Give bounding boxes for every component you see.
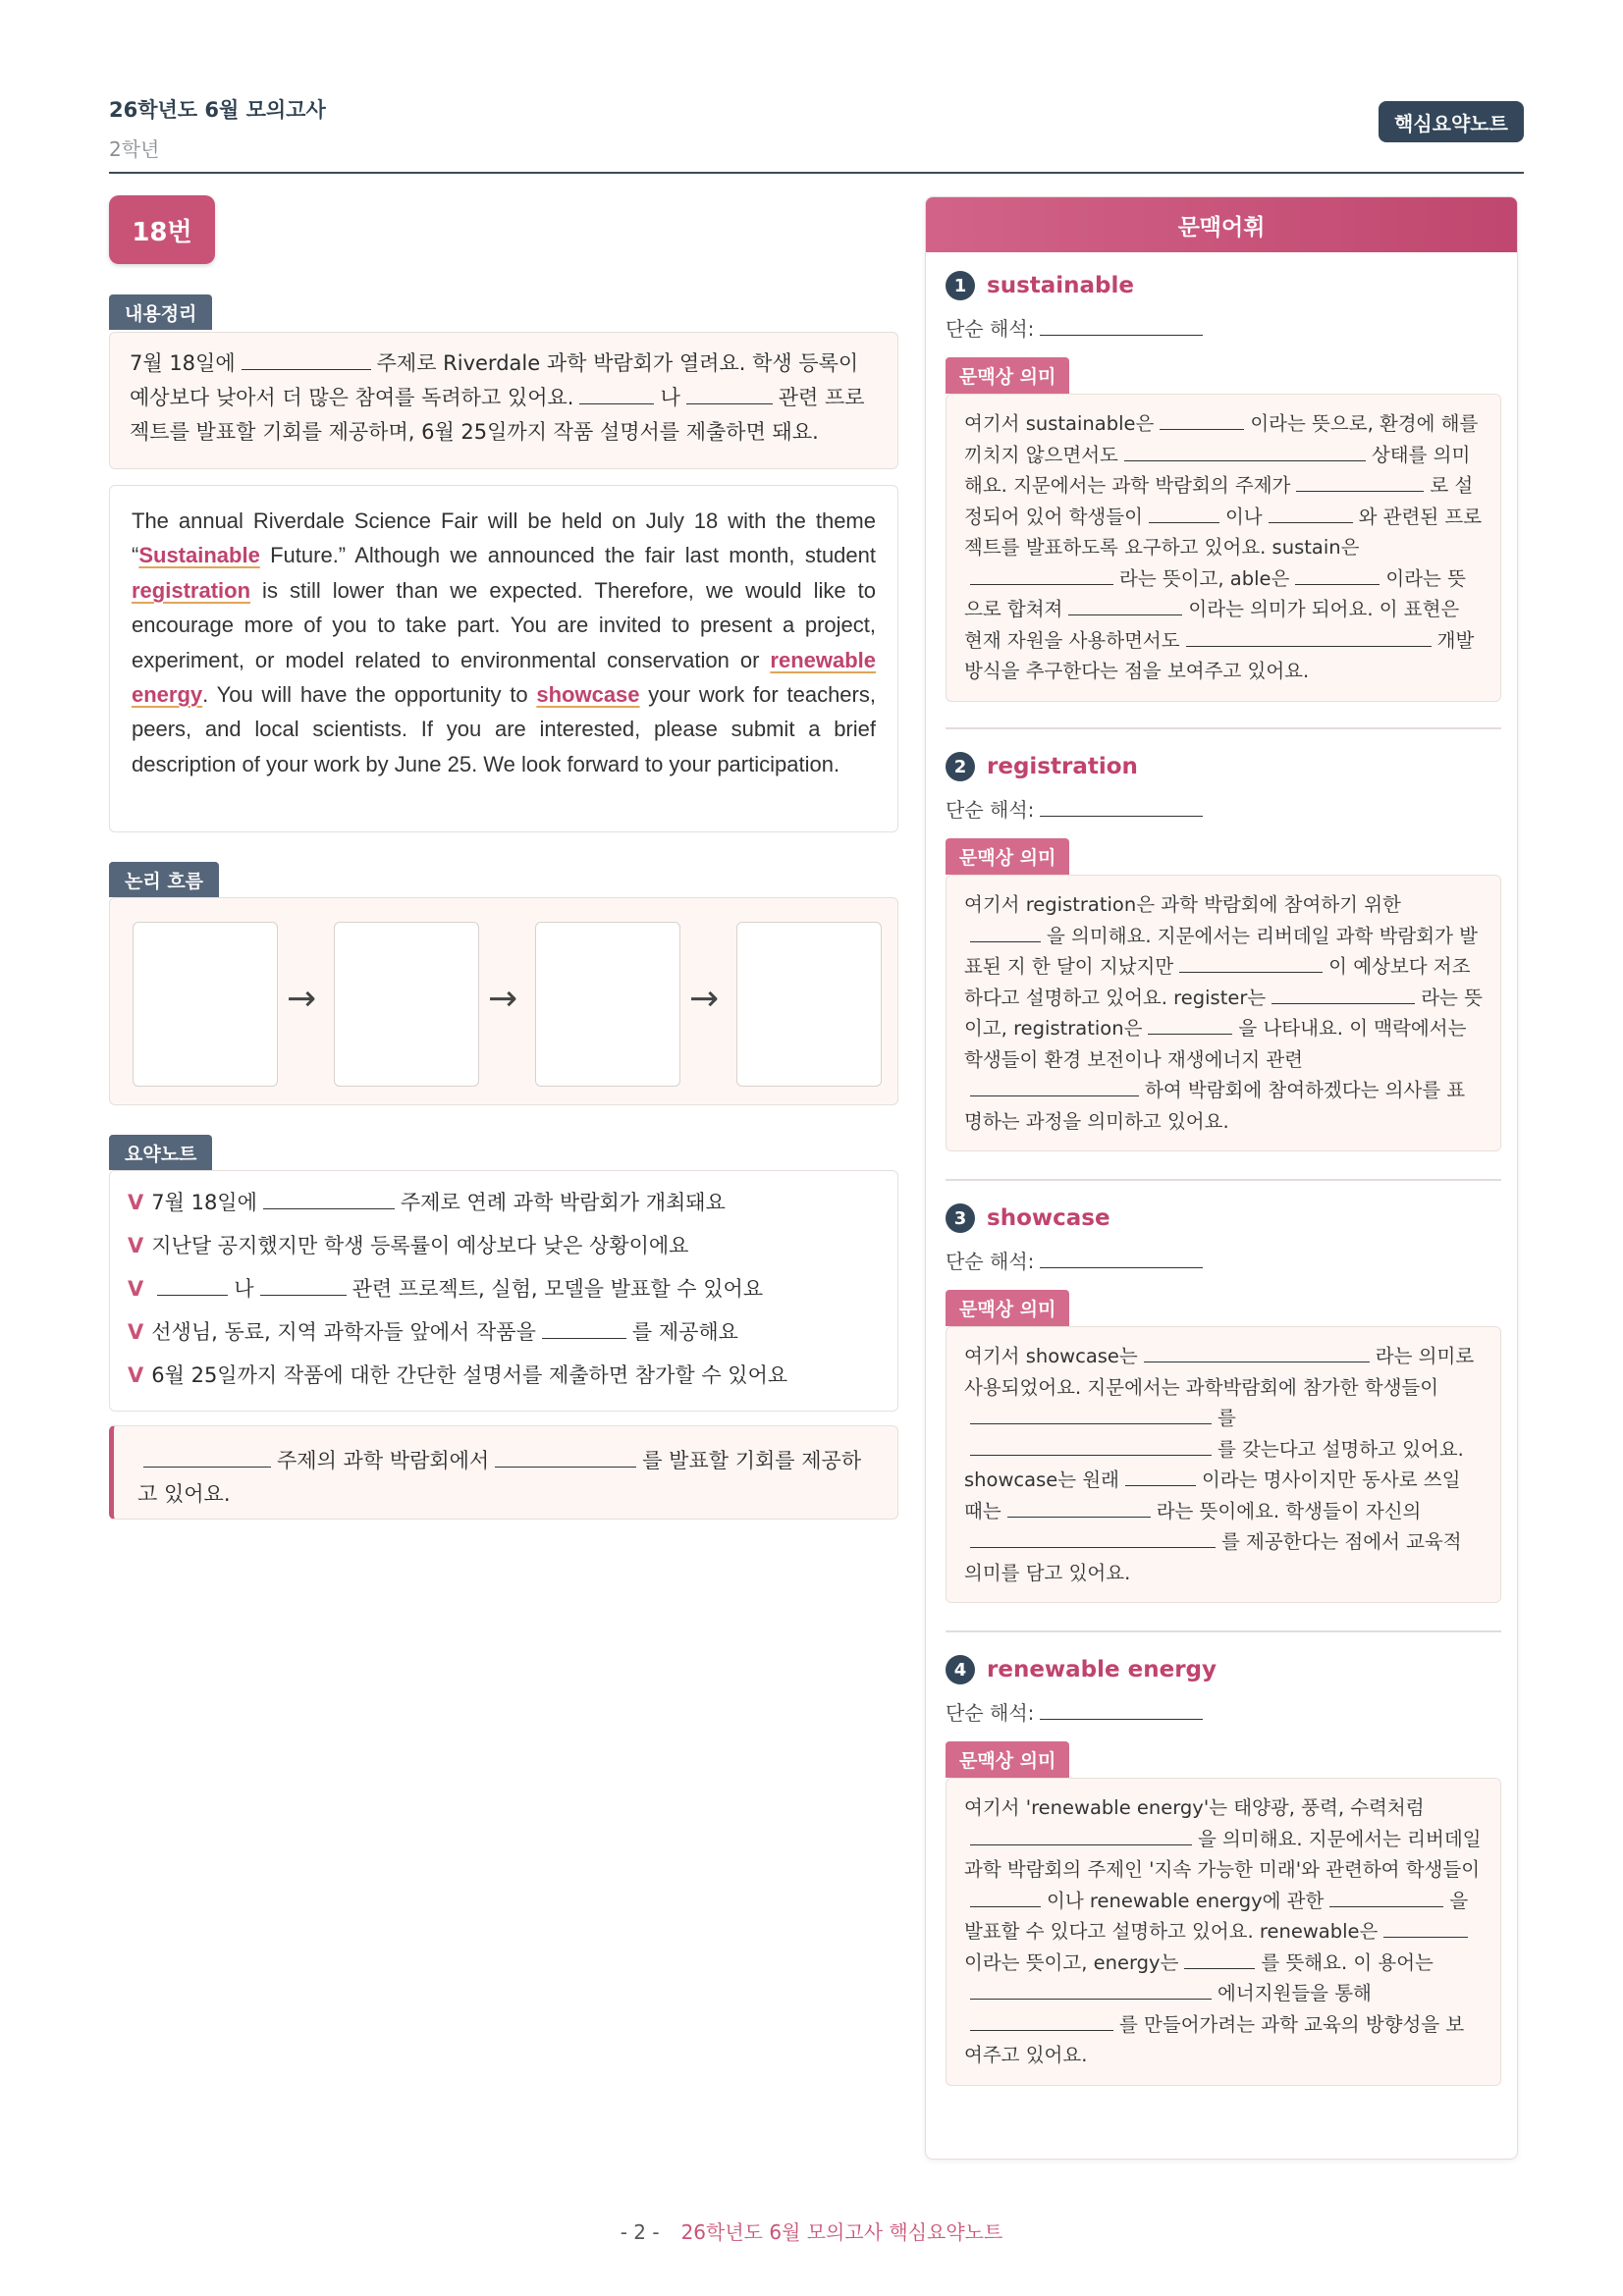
note-text: 선생님, 동료, 지역 과학자들 앞에서 작품을 [151,1320,536,1344]
check-mark-icon: V [128,1191,144,1214]
simple-label: 단순 해석: [946,798,1035,822]
simple-translation-blank[interactable] [1040,1698,1203,1720]
context-meaning-box: 여기서 sustainable은 이라는 뜻으로, 환경에 해를 끼치지 않으면서도 상태를 의미해요. 지문에서는 과학 박람회의 주제가 로 설정되어 있어 학생들이 이나 와 관련된 프로젝트를 발표하도록 요구하고 있어요. sustain은라는 뜻이고, able은 이라는 뜻으로 합쳐져 이라는 의미가 되어요. 이 표현은 현재 자원을 사용하면서도 개발 방식을 추구한다는 점을 보여주고 있어요. [946,394,1501,702]
note-blank[interactable] [263,1187,395,1209]
conclusion-blank-1[interactable] [143,1445,271,1468]
meaning-blank[interactable] [1144,1342,1370,1362]
flow-step-4[interactable] [736,922,882,1087]
vocab-number: 2 [946,752,975,781]
vocab-title [946,1652,1501,1687]
meaning-blank[interactable] [970,1824,1192,1844]
meaning-blank[interactable] [1160,409,1244,430]
vocab-divider [946,727,1501,729]
meaning-blank[interactable] [1269,502,1353,522]
meaning-blank[interactable] [1148,1014,1232,1035]
note-text: 를 제공해요 [631,1320,738,1344]
vocab-title [946,749,1501,784]
context-vocab-panel [925,196,1518,2160]
passage-text-1: The annual Riverdale Science Fair will be held on July 18 with the theme “ [132,508,876,568]
meaning-blank[interactable] [970,1434,1212,1455]
context-meaning-tag: 문맥상 의미 [946,838,1069,875]
meaning-blank[interactable] [1184,1948,1255,1968]
context-meaning-tag: 문맥상 의미 [946,1741,1069,1778]
context-meaning-box: 여기서 registration은 과학 박람회에 참여하기 위한을 의미해요. 지문에서는 리버데일 과학 박람회가 발표된 지 한 달이 지났지만 이 예상보다 저조하다고 설명하고 있어요. register는 라는 뜻이고, registration은 을 나타내요. 이 맥락에서는 학생들이 환경 보전이나 재생에너지 관련하여 박람회에 참여하겠다는 의사를 표명하는 과정을 의미하고 있어요. [946,875,1501,1151]
simple-label: 단순 해석: [946,317,1035,341]
simple-translation [946,313,1501,342]
question-number-badge: 18번 [109,195,215,264]
meaning-blank[interactable] [970,921,1041,941]
page-footer [0,2216,1623,2245]
flow-step-3[interactable] [535,922,680,1087]
vocab-divider [946,1630,1501,1632]
vocab-number: 1 [946,271,975,300]
summary-tag: 내용정리 [109,294,212,330]
passage-text-4: . You will have the opportunity to [202,682,537,708]
summary-text-1: 7월 18일에 [130,351,236,375]
keyword-showcase: showcase [536,682,640,708]
vocab-divider [946,1179,1501,1181]
flow-arrow-icon: → [689,979,720,1019]
note-text: 나 [234,1277,254,1301]
vocab-item-registration [946,749,1501,1151]
context-meaning-box: 여기서 showcase는 라는 의미로 사용되었어요. 지문에서는 과학박람회에 참가한 학생들이를를 갖는다고 설명하고 있어요. showcase는 원래 이라는 명사이지만 동사로 쓰일 때는 라는 뜻이에요. 학생들이 자신의를 제공한다는 점에서 교육적 의미를 담고 있어요. [946,1326,1501,1603]
meaning-blank[interactable] [1296,471,1424,492]
vocab-panel-header: 문맥어휘 [926,197,1517,252]
simple-translation-blank[interactable] [1040,795,1203,817]
meaning-blank[interactable] [970,1527,1216,1548]
header-divider [109,172,1524,174]
meaning-blank[interactable] [1007,1496,1151,1517]
meaning-blank[interactable] [1149,502,1219,522]
simple-translation-blank[interactable] [1040,1247,1203,1268]
conclusion-blank-2[interactable] [495,1445,636,1468]
context-meaning-tag: 문맥상 의미 [946,1290,1069,1326]
meaning-blank[interactable] [970,563,1113,584]
summary-text-4: 관련 프로젝트를 발표할 기회를 제공하며, 6월 25일까지 작품 설명서를 제출하면 돼요. [130,386,865,444]
note-badge: 핵심요약노트 [1379,101,1524,142]
note-item [128,1267,880,1310]
exam-title: 26학년도 6월 모의고사 [109,98,326,122]
flow-step-1[interactable] [133,922,278,1087]
summary-notes-box [109,1170,898,1412]
note-item [128,1181,880,1224]
vocab-title [946,268,1501,303]
vocab-word: registration [987,754,1138,779]
summary-blank-2[interactable] [579,382,654,404]
note-blank[interactable] [260,1273,347,1296]
meaning-blank[interactable] [1329,1886,1443,1906]
note-text: 7월 18일에 [151,1191,257,1214]
flow-arrow-icon: → [488,979,518,1019]
meaning-blank[interactable] [1125,1466,1196,1486]
grade-label: 2학년 [109,137,160,161]
note-blank[interactable] [157,1273,228,1296]
vocab-number: 3 [946,1203,975,1233]
context-meaning-tag: 문맥상 의미 [946,357,1069,394]
meaning-blank[interactable] [1186,625,1432,646]
logic-flow-box [109,897,898,1105]
meaning-blank[interactable] [1383,1917,1468,1938]
meaning-blank[interactable] [1068,595,1182,615]
vocab-word: renewable energy [987,1657,1217,1682]
simple-translation [946,1246,1501,1274]
summary-box [109,332,898,469]
note-text: 지난달 공지했지만 학생 등록률이 예상보다 낮은 상황이에요 [151,1234,689,1257]
simple-translation [946,1697,1501,1726]
conclusion-text-2: 를 발표할 기회를 제공하고 있어요. [137,1449,862,1506]
meaning-blank[interactable] [1295,563,1380,584]
note-text: 6월 25일까지 작품에 대한 간단한 설명서를 제출하면 참가할 수 있어요 [151,1363,788,1387]
conclusion-text-1: 주제의 과학 박람회에서 [277,1449,490,1472]
flow-step-2[interactable] [334,922,479,1087]
keyword-sustainable: Sustainable [138,543,260,568]
vocab-item-showcase [946,1201,1501,1603]
meaning-blank[interactable] [1271,983,1415,1003]
simple-translation-blank[interactable] [1040,314,1203,336]
check-mark-icon: V [128,1363,144,1387]
passage-box [109,485,898,832]
meaning-blank[interactable] [970,1886,1041,1906]
vocab-number: 4 [946,1655,975,1684]
notes-tag: 요약노트 [109,1135,212,1170]
simple-label: 단순 해석: [946,1250,1035,1273]
conclusion-box [109,1425,898,1520]
check-mark-icon: V [128,1320,144,1344]
note-item [128,1354,880,1397]
summary-blank-3[interactable] [686,382,773,404]
note-item [128,1224,880,1267]
meaning-blank[interactable] [970,2009,1113,2030]
meaning-blank[interactable] [970,1076,1139,1096]
vocab-title [946,1201,1501,1236]
simple-translation [946,794,1501,823]
check-mark-icon: V [128,1234,144,1257]
note-blank[interactable] [542,1316,626,1339]
vocab-item-renewable-energy [946,1652,1501,2086]
summary-text-3: 나 [660,386,680,409]
meaning-blank[interactable] [970,1404,1212,1424]
footer-label: 26학년도 6월 모의고사 핵심요약노트 [680,2220,1003,2244]
meaning-blank[interactable] [1179,952,1323,973]
vocab-word: showcase [987,1205,1110,1231]
summary-blank-1[interactable] [242,347,371,370]
passage-text-2: Future.” Although we announced the fair last month, student [259,543,876,568]
check-mark-icon: V [128,1277,144,1301]
keyword-registration: registration [132,577,251,603]
note-text: 관련 프로젝트, 실험, 모델을 발표할 수 있어요 [352,1277,764,1301]
note-item [128,1310,880,1354]
logic-flow-tag: 논리 흐름 [109,862,219,897]
vocab-word: sustainable [987,273,1134,298]
passage-text-5: your work for teachers, peers, and local scientists. If you are interested, please submit a brief description of your work by June 25. We look forward to your participation. [132,682,876,776]
note-text: 주제로 연례 과학 박람회가 개최돼요 [400,1191,726,1214]
vocab-item-sustainable [946,268,1501,702]
simple-label: 단순 해석: [946,1701,1035,1725]
context-meaning-box: 여기서 'renewable energy'는 태양광, 풍력, 수력처럼을 의미해요. 지문에서는 리버데일 과학 박람회의 주제인 '지속 가능한 미래'와 관련하여 학생들이이나 renewable energy에 관한 을 발표할 수 있다고 설명하고 있어요. renewable은이라는 뜻이고, energy는 를 뜻해요. 이 용어는에너지원들을 통해를 만들어가려는 과학 교육의 방향성을 보여주고 있어요. [946,1778,1501,2086]
flow-arrow-icon: → [287,979,317,1019]
summary-text-2: 주제로 Riverdale 과학 박람회가 열려요. 학생 등록이 예상보다 낮아서 더 많은 참여를 독려하고 있어요. [130,351,859,409]
meaning-blank[interactable] [970,1979,1212,2000]
passage-text-3: is still lower than we expected. Therefore, we would like to encourage more of you to take part. You are invited to present a project, experiment, or model related to environmental conservation or [132,577,876,672]
keyword-renewable-energy: renewable energy [132,647,876,708]
page-number: - 2 - [620,2220,660,2244]
meaning-blank[interactable] [1124,440,1366,460]
